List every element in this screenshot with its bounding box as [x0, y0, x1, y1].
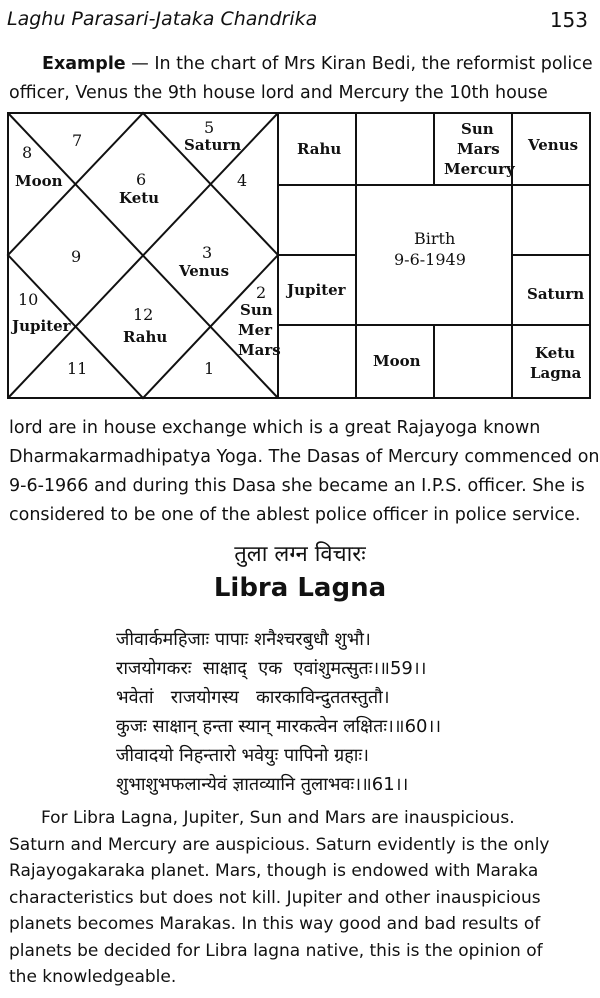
house-3-venus: Venus	[179, 262, 230, 280]
verse-line: कुजः साक्षान् हन्ता स्यान् मारकत्वेन लक्षितः।॥60।।	[116, 716, 442, 737]
paragraph-1-line: Dharmakarmadhipatya Yoga. The Dasas of Mercury commenced on	[9, 447, 600, 467]
heading-devanagari: तुला लग्न विचारः	[234, 542, 366, 567]
verse-line: जीवादयो निहन्तारो भवेयुः पापिनो ग्रहाः।	[116, 745, 369, 766]
paragraph-2-line: the knowledgeable.	[9, 967, 177, 987]
south-sun: Sun	[461, 120, 494, 138]
house-8-number: 8	[22, 143, 33, 162]
paragraph-2-line: planets be decided for Libra lagna native, this is the opinion of	[9, 940, 543, 961]
paragraph-2-line: characteristics but does not kill. Jupiter and other inauspicious	[9, 887, 541, 908]
house-10-jupiter: Jupiter	[12, 317, 71, 335]
house-1-number: 1	[204, 359, 215, 378]
south-venus: Venus	[528, 136, 579, 154]
house-2-mer: Mer	[238, 321, 273, 339]
example-label: Example	[42, 54, 126, 74]
paragraph-2-line: Rajayogakaraka planet. Mars, though is endowed with Maraka	[9, 861, 539, 881]
south-saturn: Saturn	[527, 285, 585, 303]
house-12-number: 12	[133, 305, 154, 324]
verse-line: राजयोगकरः साक्षाद् एक एवांशुमत्सुतः।॥59।।	[116, 658, 427, 679]
sanskrit-verses	[116, 625, 441, 799]
house-2-mars: Mars	[238, 341, 281, 359]
paragraph-1-line: lord are in house exchange which is a great Rajayoga known	[9, 418, 541, 438]
house-3-number: 3	[202, 243, 213, 262]
paragraph-2-line: Saturn and Mercury are auspicious. Saturn evidently is the only	[9, 834, 550, 855]
house-11-number: 11	[67, 359, 88, 378]
paragraph-1	[9, 414, 600, 530]
intro-line-1-text: — In the chart of Mrs Kiran Bedi, the reformist police	[125, 54, 593, 74]
paragraph-2	[9, 805, 593, 991]
house-4-number: 4	[237, 171, 248, 190]
house-5-number: 5	[204, 118, 215, 137]
house-7-number: 7	[72, 131, 83, 150]
page-number: 153	[549, 8, 588, 32]
house-2-sun: Sun	[240, 301, 273, 319]
house-6-ketu: Ketu	[119, 189, 160, 207]
intro-line-2: officer, Venus the 9th house lord and Mercury the 10th house	[9, 83, 548, 103]
south-mercury: Mercury	[444, 160, 515, 178]
house-5-saturn: Saturn	[184, 136, 242, 154]
heading-libra-lagna: Libra Lagna	[213, 573, 387, 603]
house-6-number: 6	[136, 170, 147, 189]
south-lagna: Lagna	[530, 364, 582, 382]
south-ketu: Ketu	[535, 344, 576, 362]
house-8-moon: Moon	[15, 172, 63, 190]
paragraph-1-line: considered to be one of the ablest police officer in police service.	[9, 505, 581, 525]
verse-line: जीवार्कमहिजाः पापाः शनैश्चरबुधौ शुभौ।	[116, 629, 371, 650]
south-moon: Moon	[373, 352, 421, 370]
paragraph-2-line: For Libra Lagna, Jupiter, Sun and Mars are inauspicious.	[41, 808, 515, 828]
house-10-number: 10	[18, 290, 39, 309]
verse-line: शुभाशुभफलान्येवं ज्ञातव्यानि तुलाभवः।॥61।।	[116, 774, 409, 795]
house-9-number: 9	[71, 247, 82, 266]
birth-date: 9-6-1949	[394, 250, 466, 269]
verse-line: भवेतां राजयोगस्य कारकाविन्दुततस्तुतौ।	[116, 687, 390, 708]
running-header-title: Laghu Parasari-Jataka Chandrika	[7, 8, 318, 30]
house-12-rahu: Rahu	[123, 328, 168, 346]
paragraph-2-line: planets becomes Marakas. In this way good and bad results of	[9, 914, 541, 934]
south-mars: Mars	[457, 140, 500, 158]
birth-label: Birth	[414, 229, 456, 248]
house-2-number: 2	[256, 283, 267, 302]
south-rahu: Rahu	[297, 140, 342, 158]
paragraph-1-line: 9-6-1966 and during this Dasa she became an I.P.S. officer. She is	[9, 476, 585, 496]
south-jupiter: Jupiter	[287, 281, 346, 299]
